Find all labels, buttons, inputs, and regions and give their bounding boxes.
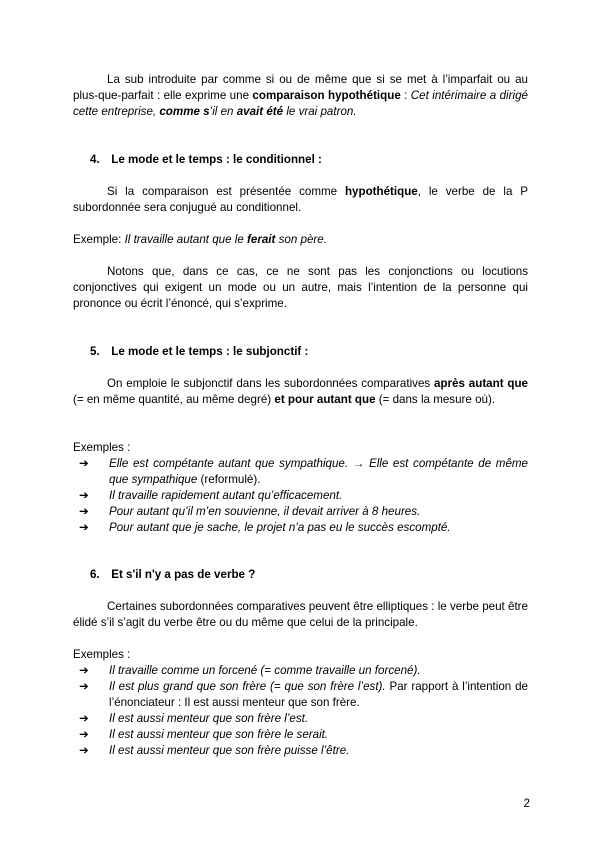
section-5-heading [90, 344, 530, 360]
intro-example: ’il en [209, 105, 237, 118]
bold-term: hypothétique [344, 185, 418, 198]
section-5-example-list [79, 456, 528, 536]
section-6-heading [90, 567, 530, 583]
body-text: , le verbe de la P subordonnée sera conjugué au conditionnel. [73, 185, 528, 214]
section-5-examples-label: Exemples : [73, 441, 131, 454]
body-text: (= dans la mesure où). [375, 393, 496, 406]
list-item [79, 727, 528, 743]
section-title: Le mode et le temps : le subjonctif : [111, 345, 309, 358]
section-6-paragraph-1: Certaines subordonnées comparatives peuvent être elliptiques : le verbe peut être élidé s’il s’agit du verbe être ou du même que celui de la principale. [73, 600, 528, 629]
arrow-right-icon: ➔ [79, 712, 89, 725]
list-item-text: Il travaille rapidement autant qu’efficacement. [109, 489, 343, 502]
example-text: Il travaille autant que le [124, 233, 248, 246]
intro-text: : [400, 89, 411, 102]
section-4-paragraph-1 [73, 184, 528, 216]
section-4-heading [90, 152, 530, 168]
list-item-text: (reformulé). [197, 473, 261, 486]
list-item-text: Il est aussi menteur que son frère le serait. [109, 728, 329, 741]
arrow-right-icon: ➔ [79, 505, 89, 518]
list-item [79, 743, 528, 759]
section-number: 4. [90, 153, 100, 166]
intro-example: Cet intérimaire a dirigé cette entreprise, [73, 89, 528, 118]
body-text: (= en même quantité, au même degré) [73, 393, 275, 406]
intro-bold-term: comparaison hypothétique [252, 89, 401, 102]
intro-example-bold: avait été [236, 105, 284, 118]
intro-paragraph [73, 72, 528, 120]
list-item-text: Par rapport à l’intention de l’énonciateur : Il est aussi menteur que son frère. [109, 680, 528, 709]
list-item-text: Elle est compétante autant que sympathique. → Elle est compétante de même que sympathique [109, 457, 528, 486]
bold-term: et pour autant que [274, 393, 376, 406]
list-item-text: Il travaille comme un forcené (= comme travaille un forcené). [109, 664, 421, 677]
list-item-text: Il est plus grand que son frère (= que son frère l’est). [109, 680, 386, 693]
example-bold: ferait [247, 233, 276, 246]
section-title: Le mode et le temps : le conditionnel : [111, 153, 322, 166]
body-text: Si la comparaison est présentée comme [107, 185, 345, 198]
section-6-examples-label: Exemples : [73, 648, 131, 661]
list-item [79, 679, 528, 711]
section-4-example [73, 232, 528, 248]
arrow-right-icon: ➔ [79, 744, 89, 757]
list-item-text: Pour autant que je sache, le projet n’a pas eu le succès escompté. [109, 521, 451, 534]
arrow-right-icon: ➔ [79, 728, 89, 741]
section-5-paragraph-1 [73, 376, 528, 408]
list-item-text: Il est aussi menteur que son frère l’est. [109, 712, 309, 725]
list-item [79, 504, 528, 520]
section-number: 6. [90, 568, 100, 581]
list-item-text: Il est aussi menteur que son frère puisse l’être. [109, 744, 350, 757]
list-item [79, 488, 528, 504]
section-title: Et s'il n'y a pas de verbe ? [111, 568, 256, 581]
arrow-right-icon: ➔ [79, 457, 89, 470]
arrow-right-icon: ➔ [79, 521, 89, 534]
arrow-right-icon: ➔ [79, 489, 89, 502]
example-label: Exemple: [73, 233, 125, 246]
page-number: 2 [523, 797, 530, 810]
list-item [79, 520, 528, 536]
bold-term: après autant que [434, 377, 529, 390]
list-item [79, 711, 528, 727]
intro-example-bold: comme s [159, 105, 210, 118]
intro-example: le vrai patron. [283, 105, 357, 118]
list-item [79, 456, 528, 488]
arrow-right-icon: ➔ [79, 664, 89, 677]
list-item [79, 663, 528, 679]
arrow-right-icon: ➔ [79, 680, 89, 693]
body-text: On emploie le subjonctif dans les subordonnées comparatives [107, 377, 435, 390]
intro-text: La sub introduite par comme si ou de même que si se met à l’imparfait ou au plus-que-parfait : elle exprime une [73, 73, 528, 102]
section-number: 5. [90, 345, 100, 358]
example-text: son père. [275, 233, 327, 246]
section-4-paragraph-2: Notons que, dans ce cas, ce ne sont pas les conjonctions ou locutions conjonctives qui exigent un mode ou un autre, mais l’intention de la personne qui prononce ou écrit l’énoncé, qui s’exprime. [73, 265, 528, 310]
list-item-text: Pour autant qu’il m’en souvienne, il devait arriver à 8 heures. [109, 505, 421, 518]
section-6-example-list [79, 663, 528, 759]
